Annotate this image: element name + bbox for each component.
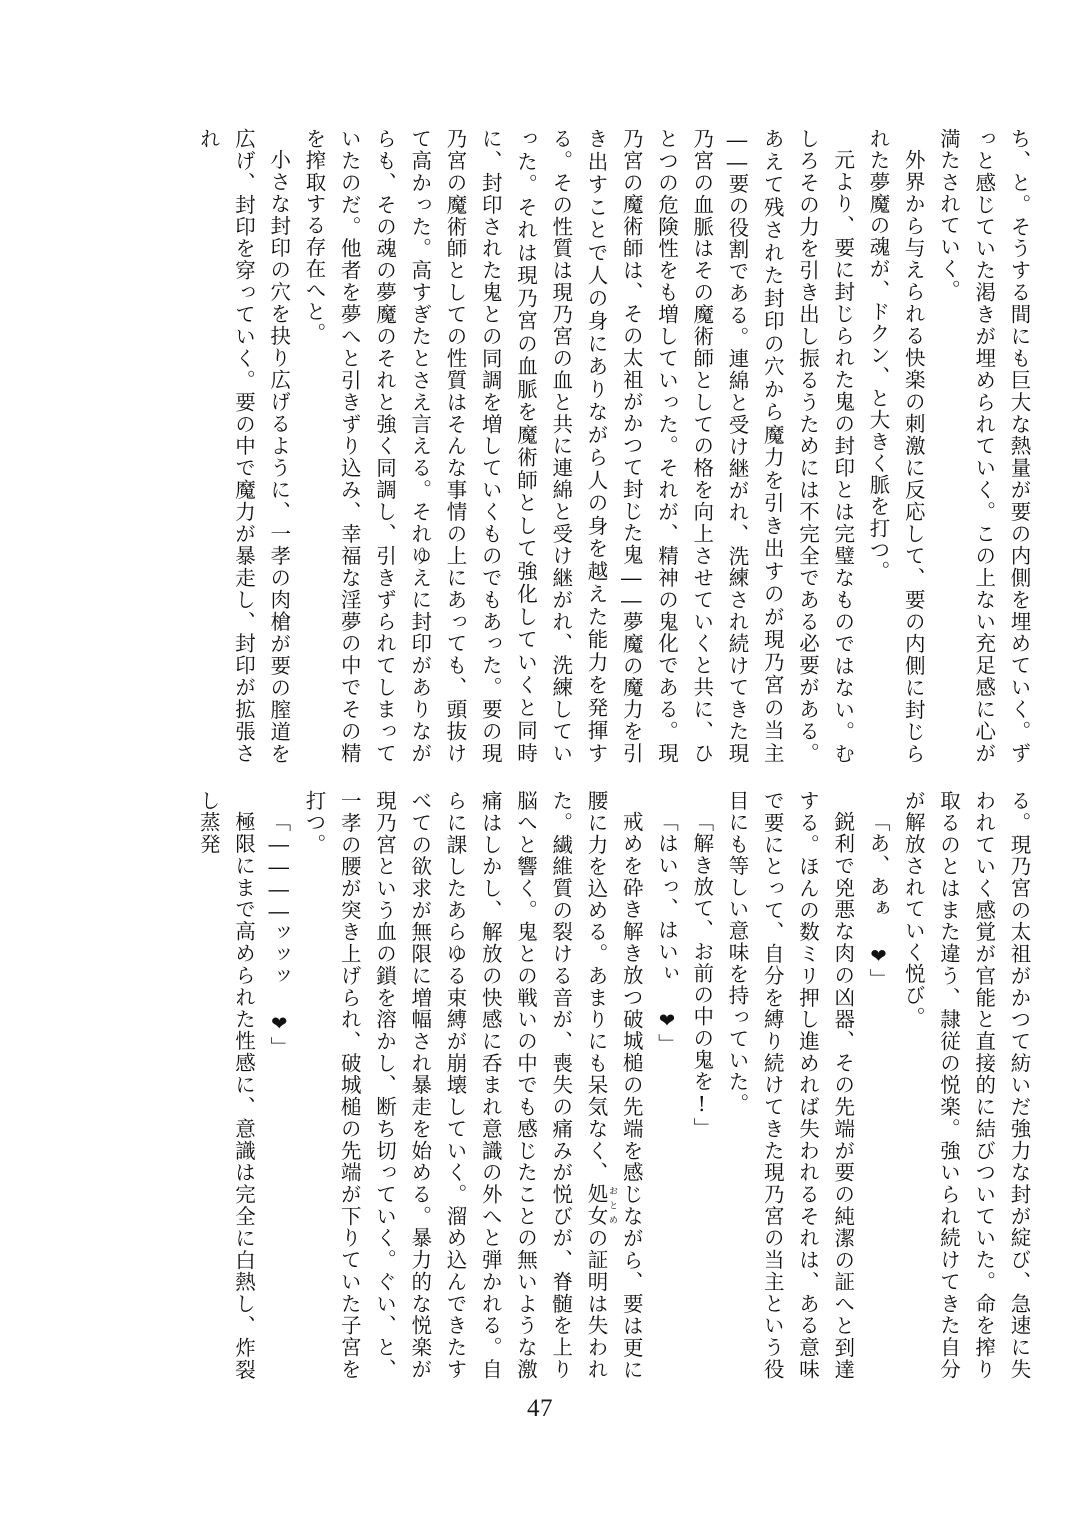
em-dash-rule: ――――	[266, 832, 291, 922]
heart-icon: ❤	[867, 943, 890, 968]
dialogue-line: 「はいっ、はいぃ ❤」	[654, 810, 679, 1055]
paragraph: 元より、要に封じられた鬼の封印とは完璧なものではない。むしろその力を引き出し振るうためには不完全である必要がある。あえて残された封印の穴から魔力を引き出すのが現乃宮の当主――要の役割である。連綿と受け継がれ、洗練され続けてきた現乃宮の血脈はその魔術師としての格を向上させていくと共に、ひとつの危険性をも増していった。それが、精神の鬼化である。現乃宮の魔術師は、その太祖がかつて封じた鬼――夢魔の魔力を引き出すことで人の身にありながら人の身を越えた能力を発揮する。その性質は現乃宮の血と共に連綿と受け継がれ、洗練していった。それは現乃宮の血脈を魔術師として強化していくと同時に、封印された鬼との同調を増していくものでもあった。要の現乃宮の魔術師としての性質はそんな事情の上にあっても、頭抜けて高かった。高すぎたとさえ言える。それゆえに封印がありながらも、その魂の夢魔のそれと強く同調し、引きずられてしまっていたのだ。他者を夢へと引きずり込み、幸福な淫夢の中でその精を搾取する存在へと。	[302, 128, 855, 764]
text-block-bottom	[106, 790, 1036, 1380]
ruby-base: 処女	[584, 1183, 608, 1228]
paragraph: 鋭利で兇悪な肉の凶器、その先端が要の純潔の証へと到達する。ほんの数ミリ押し進めれば失われるそれは、ある意味で要にとって、自分を縛り続けてきた現乃宮の当主という役目にも等しい意味を持っていた。	[725, 790, 855, 1380]
em-dash-rule: ――	[725, 128, 749, 173]
em-dash-rule: ――	[619, 565, 644, 611]
dialogue-line: 「あ、あぁ ❤」	[866, 810, 890, 990]
paragraph-with-ruby: 戒めを砕き解き放つ破城槌の先端を感じながら、要は更に腰に力を込める。あまりにも呆気なく、処女 おとめの証明は失われた。繊維質の裂ける音が、喪失の痛みが悦びが、脊髄を上り脳へと響く。鬼との戦いの中でも感じたことの無いような激痛はしかし、解放の快感に呑まれ意識の外へと弾かれる。自らに課したあらゆる束縛が崩壊していく。溜め込んできたすべての欲求が無限に増幅され暴走を始める。暴力的な悦楽が現乃宮という血の鎖を溶かし、断ち切っていく。ぐい、と、一孝の腰が突き上げられ、破城槌の先端が下りていた子宮を打つ。	[302, 790, 644, 1381]
paragraph: ち、と。そうする間にも巨大な熱量が要の内側を埋めていく。ずっと感じていた渇きが埋められていく。この上ない充足感に心が満たされていく。	[936, 128, 1031, 764]
dialogue-line: 「解き放て、お前の中の鬼を!」	[689, 810, 714, 1139]
page-number: 47	[527, 1395, 553, 1422]
paragraph: 極限にまで高められた性感に、意識は完全に白熱し、炸裂し蒸発	[196, 790, 256, 1380]
paragraph: 外界から与えられる快楽の刺激に反応して、要の内側に封じられた夢魔の魂が、ドクン、と大きく脈を打つ。	[866, 128, 926, 764]
ruby-reading: おとめ	[607, 1183, 617, 1227]
heart-icon: ❤	[655, 1008, 679, 1033]
text-block-top	[106, 128, 1036, 764]
paragraph: る。現乃宮の太祖がかつて紡いだ強力な封が綻び、急速に失われていく感覚が官能と直接的に結びついていた。命を搾り取るのとはまた違う、隷従の悦楽。強いられ続けてきた自分が解放されていく悦び。	[901, 790, 1031, 1380]
paragraph: 小さな封印の穴を抉り広げるように、一孝の肉槍が要の膣道を広げ、封印を穿っていく。要の中で魔力が暴走し、封印が拡張され	[196, 128, 291, 764]
heart-icon: ❤	[267, 1011, 291, 1036]
ruby-annotation	[584, 1183, 617, 1228]
dialogue-line: 「――――ッッッ ❤」	[266, 810, 291, 1058]
